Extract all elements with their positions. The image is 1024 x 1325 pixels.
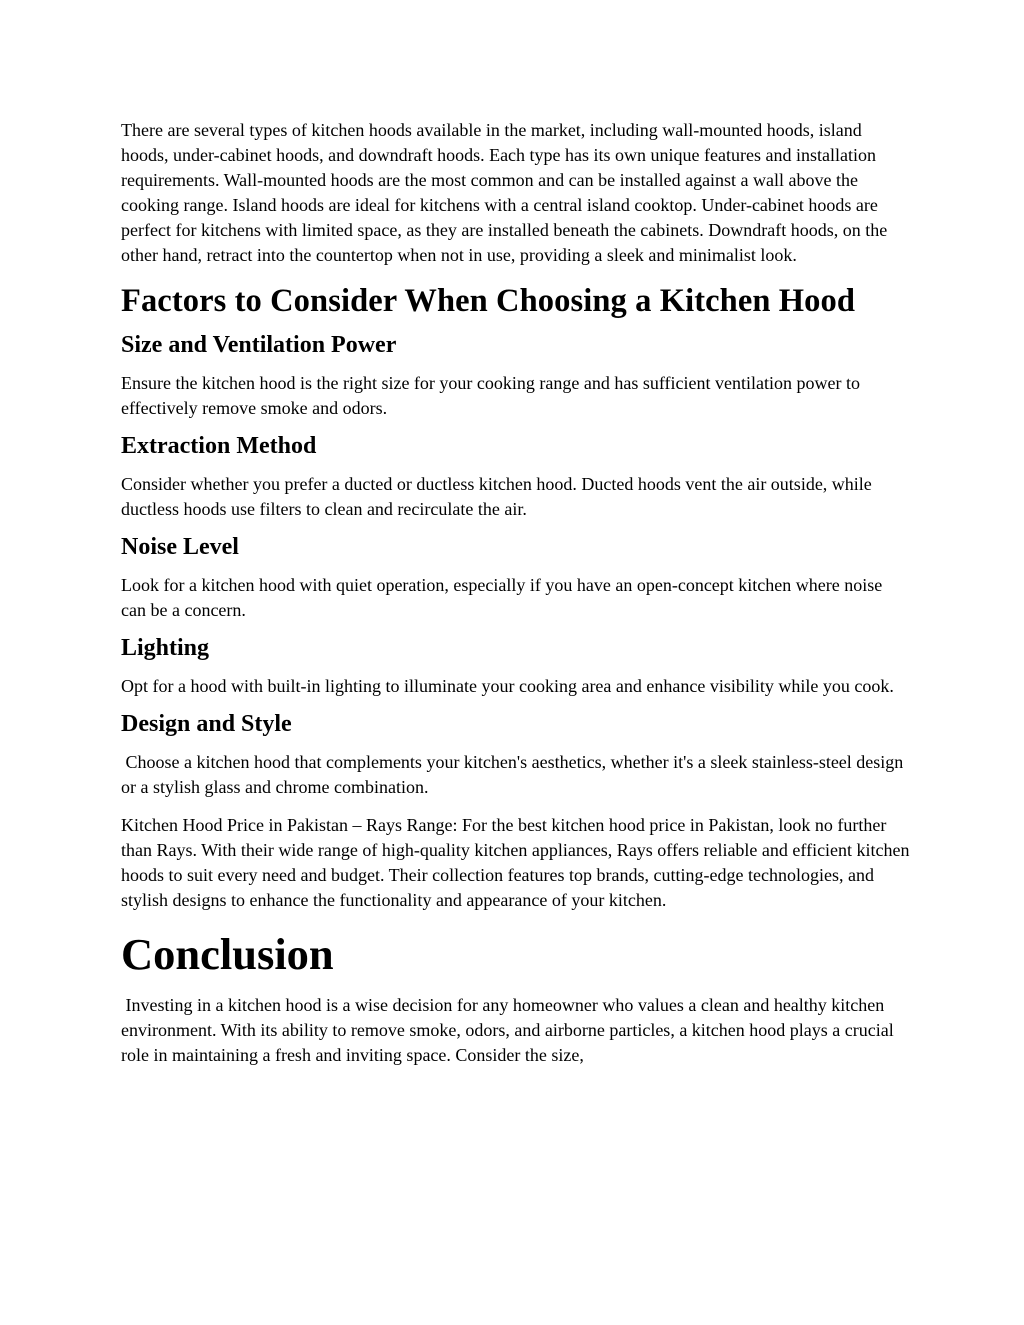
factor-title: Lighting [121, 635, 210, 661]
factor-title: Extraction Method [121, 433, 317, 459]
factor-text: Choose a kitchen hood that complements your kitchen's aesthetics, whether it's a sleek stainless-steel design or a stylish glass and chrome combination. [121, 752, 908, 797]
conclusion-paragraph: Investing in a kitchen hood is a wise decision for any homeowner who values a clean and healthy kitchen environment. With its ability to remove smoke, odors, and airborne particles, a kitchen hood plays a crucial role in maintaining a fresh and inviting space. Consider the size, [121, 995, 899, 1065]
factor-text: Ensure the kitchen hood is the right size for your cooking range and has sufficient ventilation power to effectively remove smoke and odors. [121, 373, 860, 418]
document-page [121, 118, 911, 1068]
factor-title: Size and Ventilation Power [121, 332, 397, 358]
rays-paragraph: Kitchen Hood Price in Pakistan – Rays Range: For the best kitchen hood price in Pakistan, look no further than Rays. With their wide range of high-quality kitchen appliances, Rays offers reliable and efficient kitchen hoods to suit every need and budget. Their collection features top brands, cutting-edge technologies, and stylish designs to enhance the functionality and appearance of your kitchen. [121, 815, 910, 910]
factor-title: Noise Level [121, 534, 239, 560]
factor-text: Opt for a hood with built-in lighting to illuminate your cooking area and enhance visibility while you cook. [121, 676, 894, 696]
factor-extraction [121, 431, 911, 522]
intro-paragraph: There are several types of kitchen hoods available in the market, including wall-mounted hoods, island hoods, under-cabinet hoods, and downdraft hoods. Each type has its own unique features and installation requirements. Wall-mounted hoods are the most common and can be installed against a wall above the cooking range. Island hoods are ideal for kitchens with a central island cooktop. Under-cabinet hoods are perfect for kitchens with limited space, as they are installed beneath the cabinets. Downdraft hoods, on the other hand, retract into the countertop when not in use, providing a sleek and minimalist look. [121, 120, 888, 265]
factors-heading: Factors to Consider When Choosing a Kitchen Hood [121, 283, 856, 319]
conclusion-heading: Conclusion [121, 929, 334, 979]
factor-size [121, 330, 911, 421]
factor-title: Design and Style [121, 711, 292, 737]
factor-text: Consider whether you prefer a ducted or ductless kitchen hood. Ducted hoods vent the air outside, while ductless hoods use filters to clean and recirculate the air. [121, 474, 872, 519]
factor-noise [121, 532, 911, 623]
factor-lighting [121, 633, 911, 699]
factor-design [121, 709, 911, 800]
factor-text: Look for a kitchen hood with quiet operation, especially if you have an open-concept kitchen where noise can be a concern. [121, 575, 883, 620]
